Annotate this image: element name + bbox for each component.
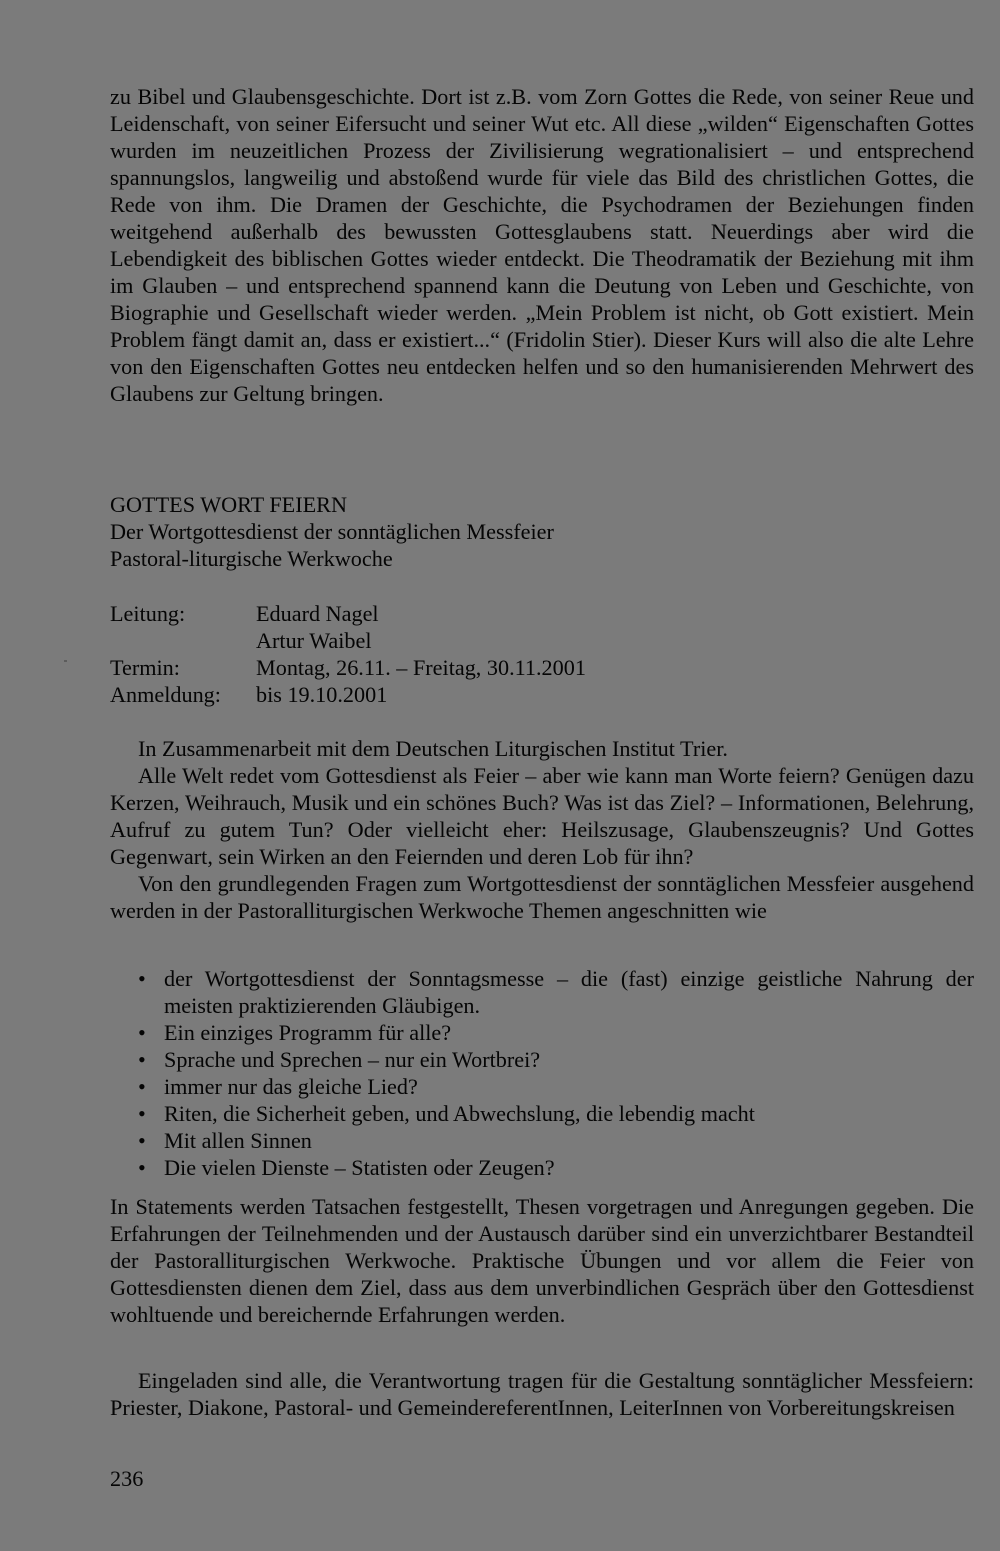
course-title: GOTTES WORT FEIERN: [110, 492, 347, 517]
list-item: • Mit allen Sinnen: [110, 1127, 974, 1154]
leitung-label: Leitung:: [110, 601, 186, 626]
course-type: Pastoral-liturgische Werkwoche: [110, 546, 393, 571]
invitation-section: [110, 1367, 974, 1421]
list-item: • Riten, die Sicherheit geben, und Abwechslung, die lebendig macht: [110, 1100, 974, 1127]
list-item: • immer nur das gleiche Lied?: [110, 1073, 974, 1100]
description-paragraph-1: Alle Welt redet vom Gottesdienst als Feier – aber wie kann man Worte feiern? Genügen dazu Kerzen, Weihrauch, Musik und ein schönes Buch? Was ist das Ziel? – Informationen, Belehrung, Aufruf zu gutem Tun? Oder vielleicht eher: Heilszusage, Glaubenszeugnis? Und Gottes Gegenwart, sein Wirken an den Feiernden und deren Lob für ihn?: [110, 763, 974, 869]
intro-paragraph: zu Bibel und Glaubensgeschichte. Dort ist z.B. vom Zorn Gottes die Rede, von seiner Reue und Leidenschaft, von seiner Eifersucht und seiner Wut etc. All diese „wilden“ Eigenschaften Gottes wurden im neuzeitlichen Prozess der Zivilisierung wegrationalisiert – und entsprechend spannungslos, langweilig und abstoßend wurde für viele das Bild des christlichen Gottes, die Rede von ihm. Die Dramen der Geschichte, die Psychodramen der Beziehungen finden weitgehend außerhalb des bewussten Gottesglaubens statt. Neuerdings aber wird die Lebendigkeit des biblischen Gottes wieder entdeckt. Die Theodramatik der Beziehung mit ihm im Glauben – und entsprechend spannend kann die Deutung von Leben und Geschichte, von Biographie und Gesellschaft wieder werden. „Mein Problem ist nicht, ob Gott existiert. Mein Problem fängt damit an, dass er existiert...“ (Fridolin Stier). Dieser Kurs will also die alte Lehre von den Eigenschaften Gottes neu entdecken helfen und so den humanisierenden Mehrwert des Glaubens zur Geltung bringen.: [110, 84, 974, 406]
anmeldung-value: bis 19.10.2001: [256, 682, 388, 707]
termin-row: [110, 654, 974, 681]
list-item: • Sprache und Sprechen – nur ein Wortbrei?: [110, 1046, 974, 1073]
course-description: [110, 735, 974, 924]
anmeldung-label: Anmeldung:: [110, 682, 221, 707]
list-item: • Ein einziges Programm für alle?: [110, 1019, 974, 1046]
termin-value: Montag, 26.11. – Freitag, 30.11.2001: [256, 655, 586, 680]
page-footer: [110, 1465, 974, 1492]
description-paragraph-3: In Statements werden Tatsachen festgestellt, Thesen vorgetragen und Anregungen gegeben. Die Erfahrungen der Teilnehmenden und der Austausch darüber sind ein unverzichtbarer Bestandteil der Pastoralliturgischen Werkwoche. Praktische Übungen und vor allem die Feier von Gottesdiensten dienen dem Ziel, dass aus dem unverbindlichen Gespräch über den Gottesdienst wohltuende und bereichernde Erfahrungen werden.: [110, 1194, 974, 1327]
leitung-row-2: [110, 627, 974, 654]
leitung-value-1: Eduard Nagel: [256, 601, 379, 626]
invitation-paragraph: Eingeladen sind alle, die Verantwortung tragen für die Gestaltung sonntäglicher Messfeiern: Priester, Diakone, Pastoral- und GemeindereferentInnen, LeiterInnen von Vorbereitungskreisen: [110, 1368, 974, 1420]
topics-section: [110, 965, 974, 1181]
leitung-row: [110, 600, 974, 627]
leitung-value-2: Artur Waibel: [256, 628, 372, 653]
topics-list: [110, 965, 974, 1181]
intro-section: [110, 83, 974, 407]
anmeldung-row: [110, 681, 974, 708]
list-item: • Die vielen Dienste – Statisten oder Zeugen?: [110, 1154, 974, 1181]
page-number: 236: [110, 1466, 144, 1491]
course-subtitle: Der Wortgottesdienst der sonntäglichen Messfeier: [110, 519, 554, 544]
course-details: [110, 600, 974, 708]
termin-label: Termin:: [110, 655, 180, 680]
cooperation-note: In Zusammenarbeit mit dem Deutschen Liturgischen Institut Trier.: [138, 736, 728, 761]
description-paragraph-2: Von den grundlegenden Fragen zum Wortgottesdienst der sonntäglichen Messfeier ausgehend werden in der Pastoralliturgischen Werkwoche Themen angeschnitten wie: [110, 871, 974, 923]
statements-section: [110, 1193, 974, 1328]
course-header: [110, 491, 974, 572]
scan-speck: [64, 660, 67, 662]
list-item: • der Wortgottesdienst der Sonntagsmesse – die (fast) einzige geistliche Nahrung der meisten praktizierenden Gläubigen.: [110, 965, 974, 1019]
